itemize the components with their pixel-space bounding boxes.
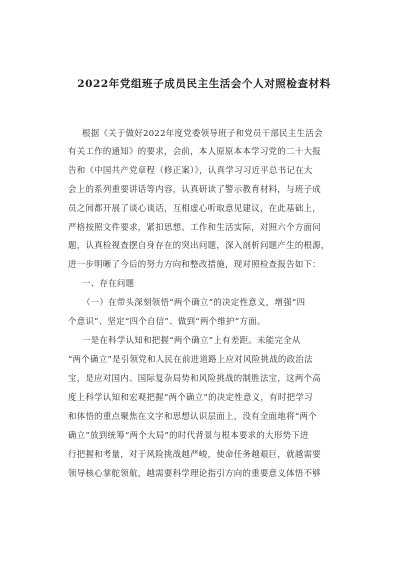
paragraph-line: “两个确立”是引领党和人民在前进道路上应对风险挑战的政治法 — [68, 354, 313, 364]
paragraph-line: 会上的系列重要讲话等内容，认真研读了警示教育材料，与班子成 — [68, 184, 322, 194]
paragraph-line: 一是在科学认知和把握“两个确立”上有差距。未能完全从 — [82, 335, 301, 345]
section-heading: 一、存在问题 — [82, 278, 135, 288]
paragraph-line: 进一步明晰了今后的努力方向和整改措施，现对照检查报告如下： — [68, 259, 322, 269]
paragraph-line: 和体悟的重点聚焦在文字和思想认识层面上，没有全面地将“两个 — [68, 411, 317, 421]
paragraph-line: 题，认真检视查摆自身存在的突出问题，深入剖析问题产生的根源， — [68, 240, 330, 250]
paragraph-line: 有关工作的通知》的要求，会前，本人原原本本学习党的二十大报 — [68, 146, 322, 156]
paragraph-line: 宝，是应对国内、国际复杂局势和风险挑战的制胜法宝，这两个高 — [68, 373, 322, 383]
subsection-heading: 个意识”、坚定“四个自信”、做到“两个维护”方面。 — [68, 316, 266, 326]
paragraph-line: 行把握和考量，对于风险挑战越严峻，使命任务越艰巨，就越需要 — [68, 449, 322, 459]
subsection-heading: （一）在带头深刻领悟“两个确立”的决定性意义，增强“四 — [82, 297, 306, 307]
paragraph-line: 严格按照文件要求，紧扣思想、工作和生活实际，对照六个方面问 — [68, 222, 322, 232]
paragraph-line: 确立”放到统筹“两个大局”的时代背景与根本要求的大形势下进 — [68, 430, 309, 440]
paragraph-line: 告和《中国共产党章程（修正案）》，认真学习习近平总书记在大 — [68, 165, 313, 175]
paragraph-line: 度上科学认知和宏观把握“两个确立”的决定性意义，有时把学习 — [68, 392, 313, 402]
paragraph-line: 根据《关于做好2022年度党委领导班子和党员干部民主生活会 — [82, 128, 323, 138]
document-title: 2022年党组班子成员民主生活会个人对照检查材料 — [77, 78, 331, 90]
paragraph-line: 员之间都开展了谈心谈话，互相虚心听取意见建议，在此基础上， — [68, 203, 322, 213]
paragraph-line: 领导核心掌舵领航，越需要科学理论指引方向的重要意义体悟不够 — [68, 468, 322, 478]
